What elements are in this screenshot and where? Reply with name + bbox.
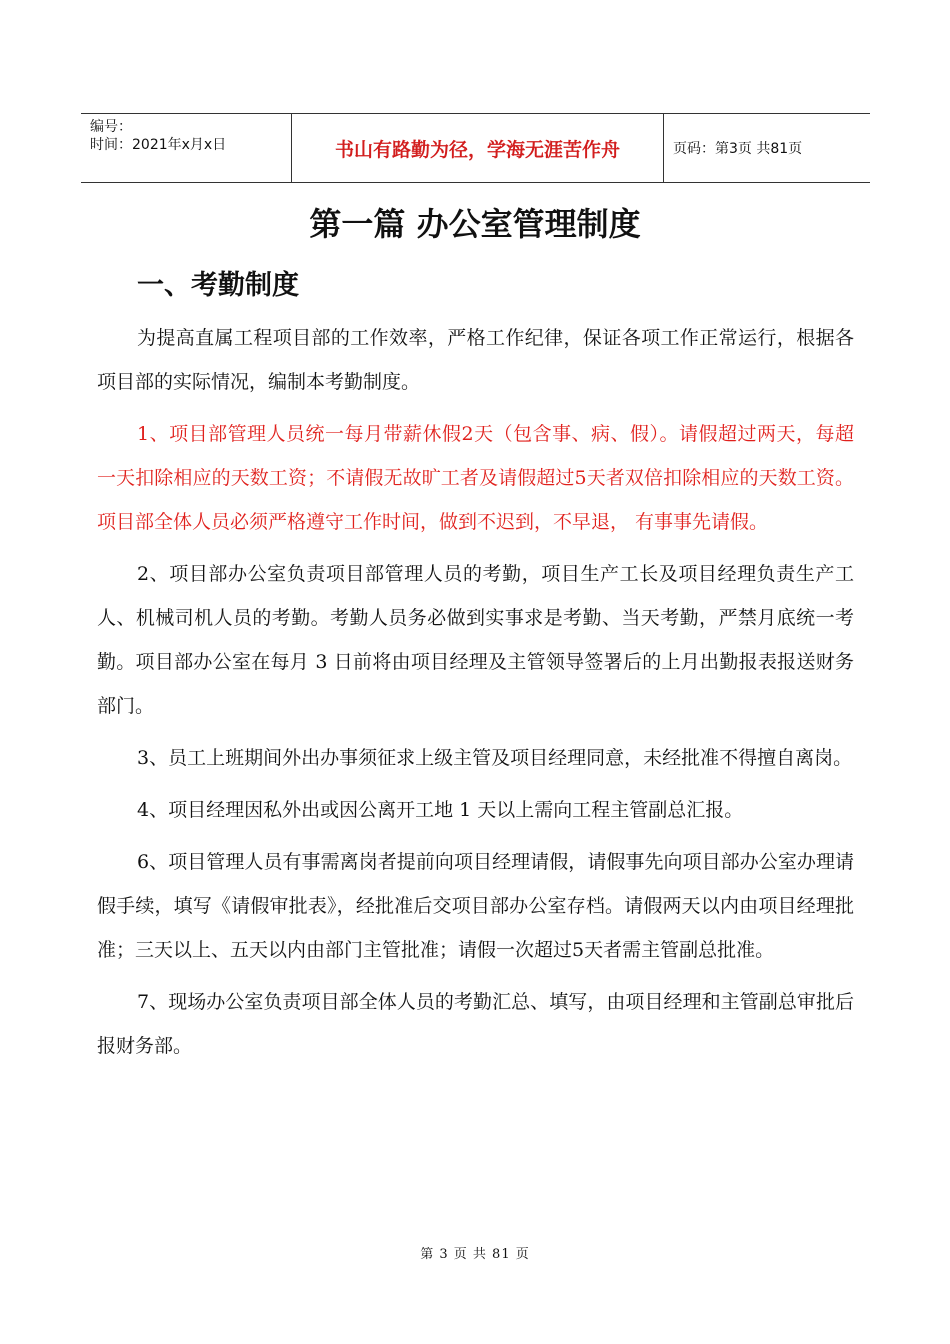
document-time-label: 时间：2021年x月x日 (90, 137, 227, 153)
paragraph-item-6: 6、项目管理人员有事需离岗者提前向项目经理请假，请假事先向项目部办公室办理请假手续，填写《请假审批表》，经批准后交项目部办公室存档。请假两天以内由项目经理批准；三天以上、五天以内由部门主管批准；请假一次超过5天者需主管副总批准。 (97, 851, 854, 961)
page-header (81, 113, 870, 183)
document-title: 第一篇 办公室管理制度 (309, 205, 641, 243)
section-title: 一、考勤制度 (137, 270, 299, 301)
page-footer: 第 3 页 共 81 页 (420, 1247, 530, 1262)
paragraph-item-7: 7、现场办公室负责项目部全体人员的考勤汇总、填写，由项目经理和主管副总审批后报财务部。 (97, 991, 854, 1057)
paragraph-item-3: 3、员工上班期间外出办事须征求上级主管及项目经理同意，未经批准不得擅自离岗。 (137, 747, 853, 769)
document-body (97, 316, 854, 1076)
paragraph-item-4: 4、项目经理因私外出或因公离开工地 1 天以上需向工程主管副总汇报。 (137, 799, 744, 821)
header-motto: 书山有路勤为径，学海无涯苦作舟 (292, 114, 664, 182)
paragraph-item-1: 1、项目部管理人员统一每月带薪休假2天（包含事、病、假）。请假超过两天，每超一天扣除相应的天数工资；不请假无故旷工者及请假超过5天者双倍扣除相应的天数工资。项目部全体人员必须严格遵守工作时间，做到不迟到，不早退， 有事事先请假。 (97, 423, 854, 533)
header-page-info: 页码：第3页 共81页 (673, 141, 803, 157)
header-meta (81, 114, 292, 182)
document-number-label: 编号： (90, 119, 132, 135)
paragraph-intro: 为提高直属工程项目部的工作效率，严格工作纪律，保证各项工作正常运行，根据各项目部的实际情况，编制本考勤制度。 (97, 327, 854, 393)
paragraph-item-2: 2、项目部办公室负责项目部管理人员的考勤，项目生产工长及项目经理负责生产工人、机械司机人员的考勤。考勤人员务必做到实事求是考勤、当天考勤，严禁月底统一考勤。项目部办公室在每月 3 日前将由项目经理及主管领导签署后的上月出勤报表报送财务部门。 (97, 563, 854, 717)
